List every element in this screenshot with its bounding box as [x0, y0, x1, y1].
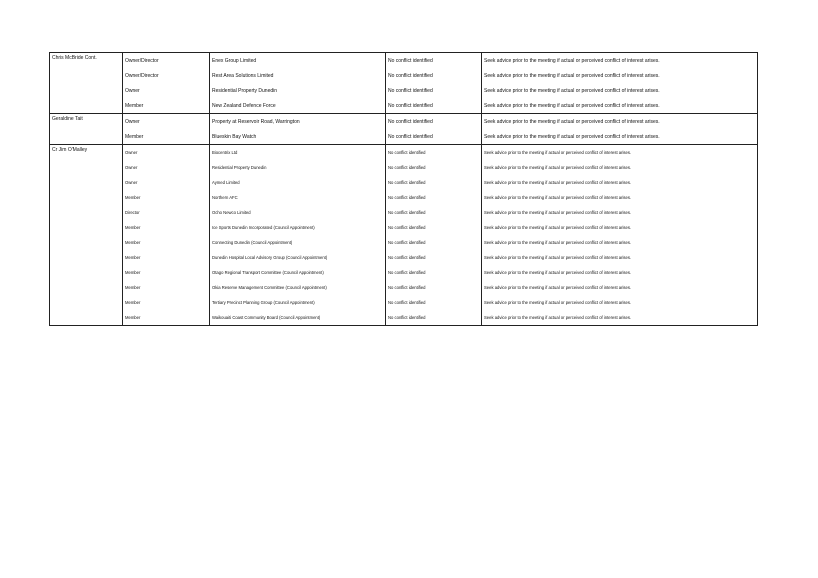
role-cell: Member: [123, 250, 210, 265]
table-row: [50, 205, 758, 220]
member-name-cell: Cr Jim O'Malley: [50, 145, 123, 326]
organisation-cell: Ocho Newco Limited: [210, 205, 386, 220]
conflict-cell: No conflict identified: [386, 68, 482, 83]
conflict-cell: No conflict identified: [386, 295, 482, 310]
organisation-cell: Residential Property Dunedin: [210, 83, 386, 98]
conflict-cell: No conflict identified: [386, 53, 482, 69]
action-cell: Seek advice prior to the meeting if actual or perceived conflict of interest arises.: [484, 209, 632, 215]
action-cell: Seek advice prior to the meeting if actual or perceived conflict of interest arises.: [484, 72, 660, 79]
organisation-cell: Okia Reserve Management Committee (Council Appointment): [210, 280, 386, 295]
table-row: [50, 53, 758, 69]
table-row: [50, 114, 758, 130]
action-cell: Seek advice prior to the meeting if actual or perceived conflict of interest arises.: [484, 118, 660, 125]
organisation-cell: Connecting Dunedin (Council Appointment): [210, 235, 386, 250]
organisation-cell: Enex Group Limited: [210, 53, 386, 69]
organisation-cell: Aymed Limited: [210, 175, 386, 190]
register-body: [50, 53, 758, 326]
role-cell: Member: [123, 310, 210, 326]
action-cell: Seek advice prior to the meeting if actual or perceived conflict of interest arises.: [482, 310, 758, 326]
organisation-cell: Residential Property Dunedin: [210, 160, 386, 175]
organisation-cell: Rest Area Solutions Limited: [210, 68, 386, 83]
role-cell: Owner/Director: [123, 53, 210, 69]
member-name-cell: Geraldine Tait: [50, 114, 123, 145]
table-row: [50, 98, 758, 114]
role-cell: Member: [123, 98, 210, 114]
action-cell: Seek advice prior to the meeting if actual or perceived conflict of interest arises.: [482, 129, 758, 145]
role-cell: Owner: [123, 175, 210, 190]
organisation-cell: New Zealand Defence Force: [210, 98, 386, 114]
table-row: [50, 220, 758, 235]
action-cell: Seek advice prior to the meeting if actual or perceived conflict of interest arises.: [484, 179, 632, 185]
table-row: [50, 83, 758, 98]
action-cell: Seek advice prior to the meeting if actual or perceived conflict of interest arises.: [484, 269, 632, 275]
role-cell: Member: [123, 295, 210, 310]
role-cell: Owner/Director: [123, 68, 210, 83]
action-cell: Seek advice prior to the meeting if actual or perceived conflict of interest arises.: [484, 224, 632, 230]
table-row: [50, 280, 758, 295]
table-row: [50, 175, 758, 190]
action-cell: Seek advice prior to the meeting if actual or perceived conflict of interest arises.: [482, 98, 758, 114]
table-row: [50, 295, 758, 310]
conflict-cell: No conflict identified: [386, 83, 482, 98]
role-cell: Member: [123, 190, 210, 205]
conflict-cell: No conflict identified: [386, 190, 482, 205]
role-cell: Owner: [123, 160, 210, 175]
action-cell: Seek advice prior to the meeting if actual or perceived conflict of interest arises.: [484, 149, 632, 155]
table-row: [50, 250, 758, 265]
conflict-cell: No conflict identified: [386, 250, 482, 265]
role-cell: Member: [123, 265, 210, 280]
table-row: [50, 145, 758, 161]
conflict-cell: No conflict identified: [386, 235, 482, 250]
table-row: [50, 310, 758, 326]
organisation-cell: Waikouaiti Coast Community Board (Council Appointment): [210, 310, 386, 326]
role-cell: Owner: [123, 145, 210, 161]
organisation-cell: Property at Reservoir Road, Warrington: [210, 114, 386, 130]
table-row: [50, 129, 758, 145]
conflict-cell: No conflict identified: [386, 160, 482, 175]
conflict-cell: No conflict identified: [386, 145, 482, 161]
role-cell: Member: [123, 129, 210, 145]
role-cell: Member: [123, 280, 210, 295]
role-cell: Member: [123, 220, 210, 235]
conflict-cell: No conflict identified: [386, 98, 482, 114]
action-cell: Seek advice prior to the meeting if actual or perceived conflict of interest arises.: [484, 284, 632, 290]
conflict-cell: No conflict identified: [386, 280, 482, 295]
member-name-cell: Chris McBride Cont.: [50, 53, 123, 114]
conflict-cell: No conflict identified: [386, 129, 482, 145]
conflict-cell: No conflict identified: [386, 114, 482, 130]
conflict-cell: No conflict identified: [386, 265, 482, 280]
organisation-cell: Biocentrix Ltd: [210, 145, 386, 161]
table-row: [50, 68, 758, 83]
interests-register-table: [49, 52, 758, 326]
table-row: [50, 265, 758, 280]
conflict-cell: No conflict identified: [386, 220, 482, 235]
table-row: [50, 190, 758, 205]
action-cell: Seek advice prior to the meeting if actual or perceived conflict of interest arises.: [484, 194, 632, 200]
role-cell: Member: [123, 235, 210, 250]
role-cell: Owner: [123, 83, 210, 98]
table-row: [50, 160, 758, 175]
organisation-cell: Northern AFC: [210, 190, 386, 205]
action-cell: Seek advice prior to the meeting if actual or perceived conflict of interest arises.: [484, 57, 660, 64]
action-cell: Seek advice prior to the meeting if actual or perceived conflict of interest arises.: [484, 254, 632, 260]
action-cell: Seek advice prior to the meeting if actual or perceived conflict of interest arises.: [484, 239, 632, 245]
organisation-cell: Ice Sports Dunedin Incorporated (Council Appointment): [210, 220, 386, 235]
conflict-cell: No conflict identified: [386, 175, 482, 190]
action-cell: Seek advice prior to the meeting if actual or perceived conflict of interest arises.: [484, 299, 632, 305]
conflict-cell: No conflict identified: [386, 310, 482, 326]
table-row: [50, 235, 758, 250]
role-cell: Owner: [123, 114, 210, 130]
organisation-cell: Dunedin Hospital Local Advisory Group (Council Appointment): [210, 250, 386, 265]
organisation-cell: Tertiary Precinct Planning Group (Council Appointment): [210, 295, 386, 310]
role-cell: Director: [123, 205, 210, 220]
organisation-cell: Blueskin Bay Watch: [210, 129, 386, 145]
organisation-cell: Otago Regional Transport Committee (Council Appointment): [210, 265, 386, 280]
conflict-cell: No conflict identified: [386, 205, 482, 220]
action-cell: Seek advice prior to the meeting if actual or perceived conflict of interest arises.: [484, 164, 632, 170]
action-cell: Seek advice prior to the meeting if actual or perceived conflict of interest arises.: [484, 87, 660, 94]
